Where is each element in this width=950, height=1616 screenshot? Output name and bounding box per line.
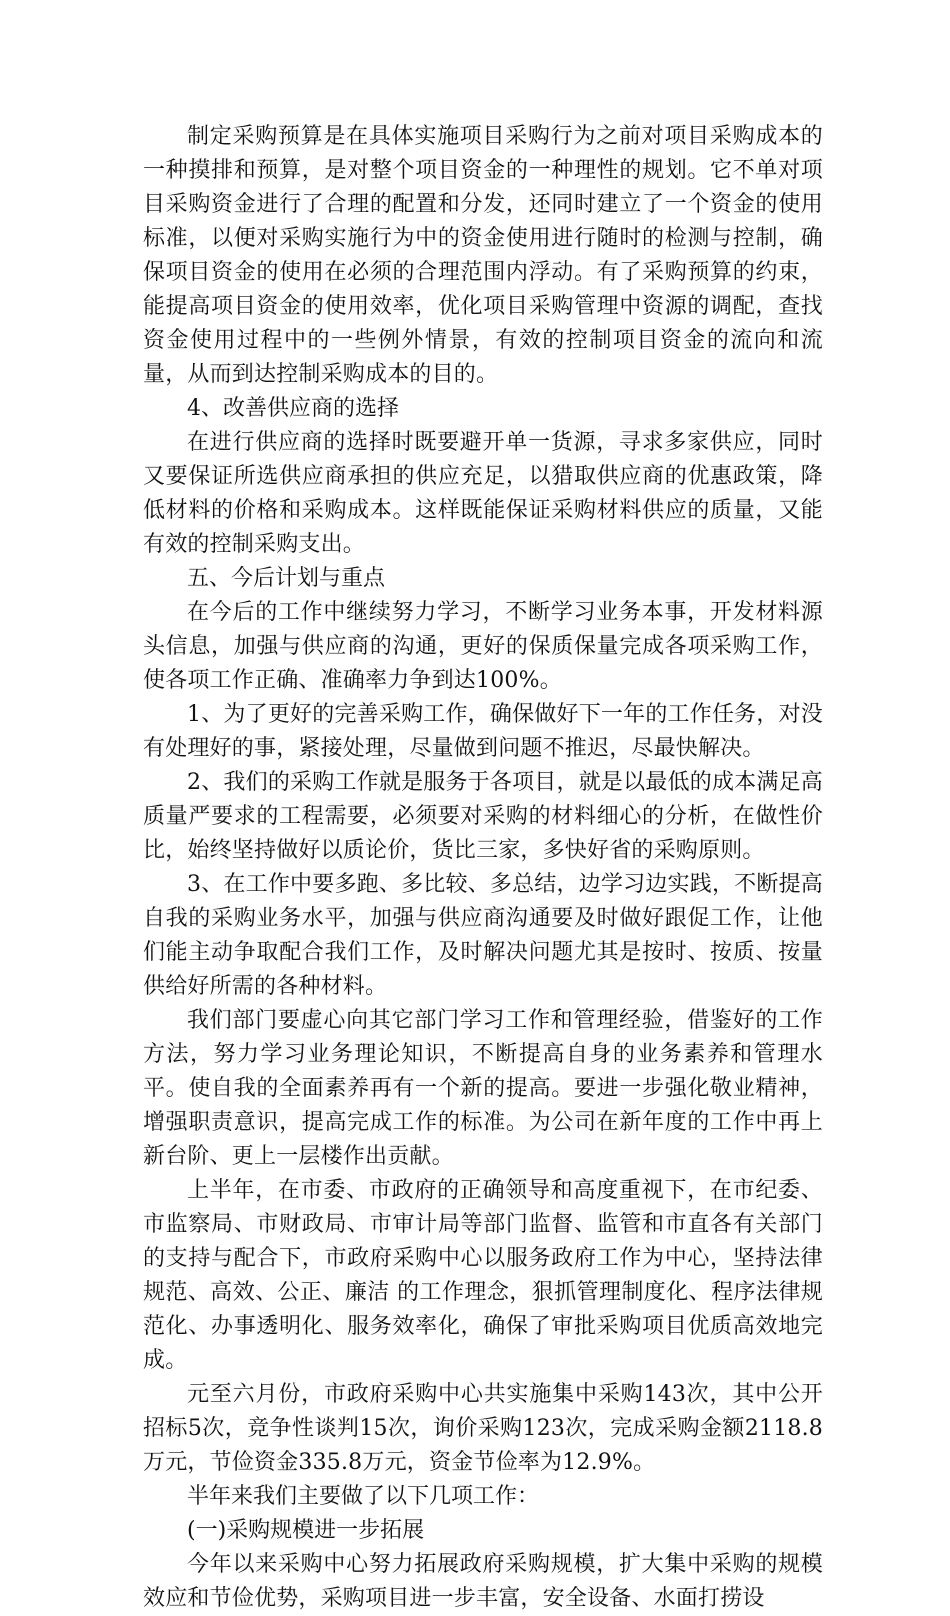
- document-page: [143, 120, 823, 1616]
- paragraph-department-learning: 我们部门要虚心向其它部门学习工作和管理经验，借鉴好的工作方法，努力学习业务理论知识，不断提高自身的业务素养和管理水平。使自我的全面素养再有一个新的提高。要进一步强化敬业精神，增强职责意识，提高完成工作的标准。为公司在新年度的工作中再上新台阶、更上一层楼作出贡献。: [143, 1008, 823, 1169]
- paragraph-scale-expansion: 今年以来采购中心努力拓展政府采购规模，扩大集中采购的规模效应和节俭优势，采购项目进一步丰富，安全设备、水面打捞设: [143, 1552, 823, 1611]
- paragraph-item-1: 1、为了更好的完善采购工作，确保做好下一年的工作任务，对没有处理好的事，紧接处理，尽量做到问题不推迟，尽最快解决。: [143, 702, 823, 761]
- paragraph-procurement-budget: 制定采购预算是在具体实施项目采购行为之前对项目采购成本的一种摸排和预算，是对整个项目资金的一种理性的规划。它不单对项目采购资金进行了合理的配置和分发，还同时建立了一个资金的使用标准，以便对采购实施行为中的资金使用进行随时的检测与控制，确保项目资金的使用在必须的合理范围内浮动。有了采购预算的约束，能提高项目资金的使用效率，优化项目采购管理中资源的调配，查找资金使用过程中的一些例外情景，有效的控制项目资金的流向和流量，从而到达控制采购成本的目的。: [143, 124, 823, 387]
- heading-main-work: 半年来我们主要做了以下几项工作：: [187, 1484, 540, 1509]
- heading-supplier-selection: 4、改善供应商的选择: [187, 396, 399, 421]
- paragraph-first-half-year: 上半年，在市委、市政府的正确领导和高度重视下，在市纪委、市监察局、市财政局、市审计局等部门监督、监管和市直各有关部门的支持与配合下，市政府采购中心以服务政府工作为中心，坚持法律规范、高效、公正、廉洁 的工作理念，狠抓管理制度化、程序法律规范化、办事透明化、服务效率化，确保了审批采购项目优质高效地完成。: [143, 1178, 823, 1373]
- paragraph-item-3: 3、在工作中要多跑、多比较、多总结，边学习边实践，不断提高自我的采购业务水平，加强与供应商沟通要及时做好跟促工作，让他们能主动争取配合我们工作，及时解决问题尤其是按时、按质、按量供给好所需的各种材料。: [143, 872, 823, 999]
- heading-future-plans: 五、今后计划与重点: [187, 566, 386, 591]
- paragraph-procurement-statistics: 元至六月份，市政府采购中心共实施集中采购143次，其中公开招标5次，竞争性谈判15次，询价采购123次，完成采购金额2118.8万元，节俭资金335.8万元，资金节俭率为12.9%。: [143, 1382, 823, 1475]
- paragraph-supplier-selection: 在进行供应商的选择时既要避开单一货源，寻求多家供应，同时又要保证所选供应商承担的供应充足，以猎取供应商的优惠政策，降低材料的价格和采购成本。这样既能保证采购材料供应的质量，又能有效的控制采购支出。: [143, 430, 823, 557]
- paragraph-item-2: 2、我们的采购工作就是服务于各项目，就是以最低的成本满足高质量严要求的工程需要，必须要对采购的材料细心的分析，在做性价比，始终坚持做好以质论价，货比三家，多快好省的采购原则。: [143, 770, 823, 863]
- heading-scale-expansion: (一)采购规模进一步拓展: [187, 1518, 425, 1543]
- paragraph-future-work: 在今后的工作中继续努力学习，不断学习业务本事，开发材料源头信息，加强与供应商的沟通，更好的保质保量完成各项采购工作，使各项工作正确、准确率力争到达100%。: [143, 600, 823, 693]
